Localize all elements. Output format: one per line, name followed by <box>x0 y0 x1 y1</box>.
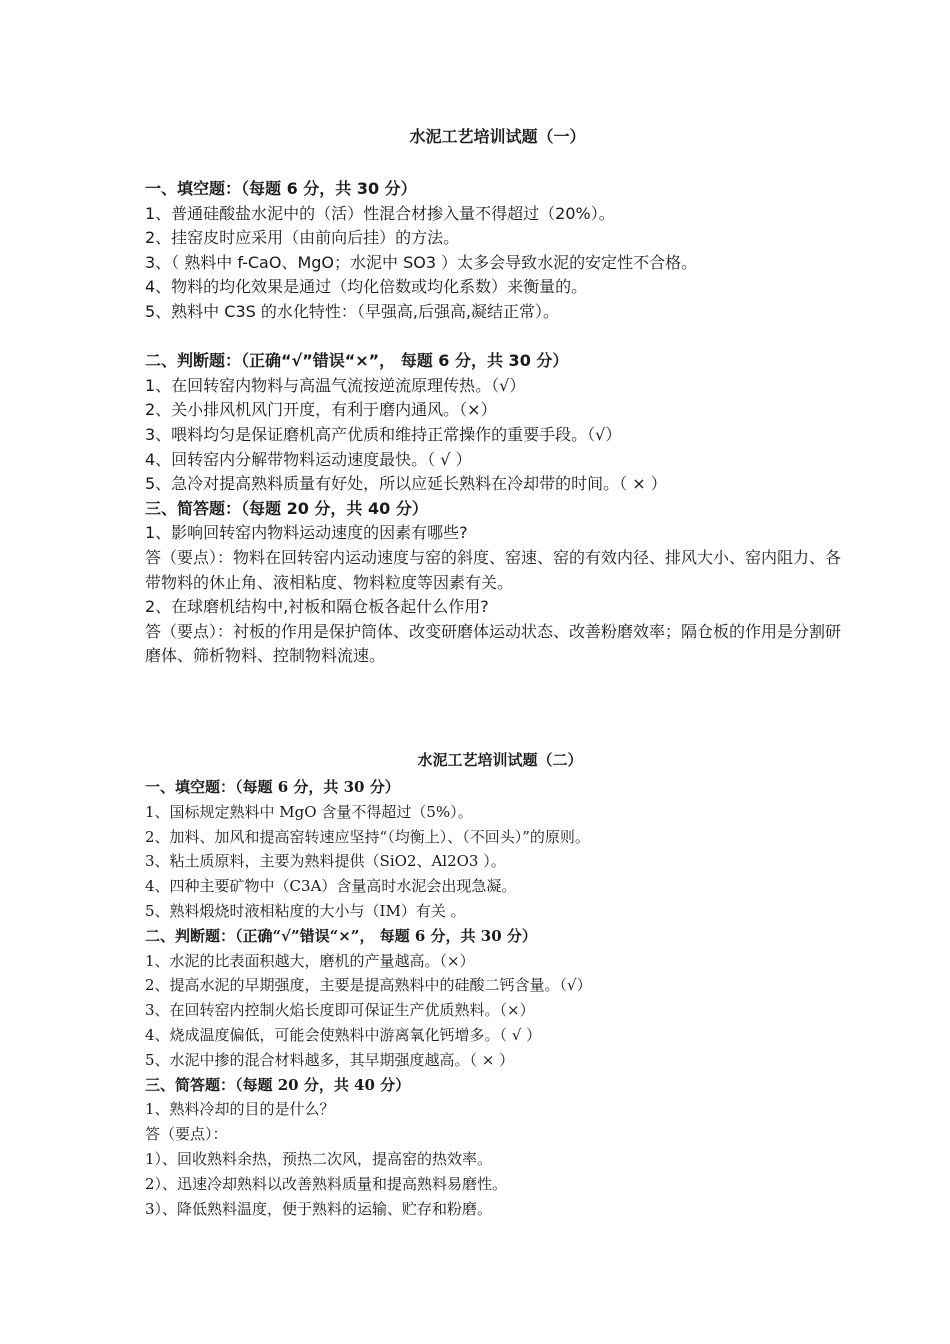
short-answer-heading: 三、简答题：（每题 20 分，共 40 分） <box>145 1075 411 1094</box>
true-false-item: 1、水泥的比表面积越大，磨机的产量越高。（×） <box>145 951 475 970</box>
true-false-heading: 二、判断题：（正确“√”错误“×”， 每题 6 分，共 30 分） <box>145 351 569 371</box>
short-answer-point: 1）、回收熟料余热，预热二次风，提高窑的热效率。 <box>145 1149 493 1168</box>
fill-blank-item: 4、物料的均化效果是通过（均化倍数或均化系数）来衡量的。 <box>145 277 588 297</box>
true-false-item: 3、在回转窑内控制火焰长度即可保证生产优质熟料。（×） <box>145 1001 535 1020</box>
short-answer-heading: 三、简答题：（每题 20 分，共 40 分） <box>145 498 428 518</box>
true-false-item: 5、水泥中掺的混合材料越多，其早期强度越高。（ × ） <box>145 1050 515 1069</box>
fill-blank-item: 3、粘土质原料，主要为熟料提供（SiO2、Al2O3 ）。 <box>145 852 506 871</box>
short-answer-point: 3）、降低熟料温度，便于熟料的运输、贮存和粉磨。 <box>145 1199 493 1218</box>
fill-blank-item: 2、加料、加风和提高窑转速应坚持“（均衡上）、（不回头）”的原则。 <box>145 827 590 846</box>
short-answer-question: 2、在球磨机结构中,衬板和隔仓板各起什么作用? <box>145 597 489 617</box>
section-spacer <box>145 325 845 350</box>
fill-blank-heading: 一、填空题：（每题 6 分，共 30 分） <box>145 179 417 198</box>
short-answer-point: 2）、迅速冷却熟料以改善熟料质量和提高熟料易磨性。 <box>145 1174 508 1193</box>
fill-blank-item: 5、熟料煅烧时液相粘度的大小与（IM）有关 。 <box>145 901 466 920</box>
fill-blank-item: 4、四种主要矿物中（C3A）含量高时水泥会出现急凝。 <box>145 877 517 896</box>
short-answer-answer: 答（要点）：物料在回转窑内运动速度与窑的斜度、窑速、窑的有效内径、排风大小、窑内阻力、各带物料的休止角、液相粘度、物料粒度等因素有关。 <box>145 547 842 592</box>
true-false-item: 2、提高水泥的早期强度，主要是提高熟料中的硅酸二钙含量。（√） <box>145 976 592 995</box>
exam-title-one: 水泥工艺培训试题（一） <box>409 127 586 146</box>
fill-blank-item: 1、普通硅酸盐水泥中的（活）性混合材掺入量不得超过（20%）。 <box>145 203 615 223</box>
exam-part-two <box>145 750 845 1221</box>
true-false-heading: 二、判断题：（正确“√”错误“×”， 每题 6 分，共 30 分） <box>145 926 537 945</box>
true-false-item: 1、在回转窑内物料与高温气流按逆流原理传热。（√） <box>145 375 526 395</box>
exam-title-two: 水泥工艺培训试题（二） <box>417 751 583 769</box>
fill-blank-heading: 一、填空题：（每题 6 分，共 30 分） <box>145 778 400 796</box>
true-false-item: 4、回转窑内分解带物料运动速度最快。（ √ ） <box>145 449 472 469</box>
short-answer-question: 1、影响回转窑内物料运动速度的因素有哪些? <box>145 523 468 543</box>
true-false-item: 2、关小排风机风门开度，有利于磨内通风。（×） <box>145 400 497 420</box>
true-false-item: 3、喂料均匀是保证磨机高产优质和维持正常操作的重要手段。（√） <box>145 424 622 444</box>
true-false-item: 5、急冷对提高熟料质量有好处，所以应延长熟料在冷却带的时间。（ × ） <box>145 474 667 494</box>
exam-part-one <box>145 126 845 669</box>
short-answer-answer: 答（要点）：衬板的作用是保护筒体、改变研磨体运动状态、改善粉磨效率；隔仓板的作用是分割研磨体、筛析物料、控制物料流速。 <box>145 621 842 666</box>
fill-blank-item: 1、国标规定熟料中 MgO 含量不得超过（5%）。 <box>145 802 473 821</box>
short-answer-label: 答（要点）： <box>145 1125 228 1144</box>
true-false-item: 4、烧成温度偏低，可能会使熟料中游离氧化钙增多。（ √ ） <box>145 1025 542 1044</box>
fill-blank-item: 3、（ 熟料中 f-CaO、MgO；水泥中 SO3 ）太多会导致水泥的安定性不合格。 <box>145 252 698 272</box>
short-answer-question: 1、熟料冷却的目的是什么？ <box>145 1100 335 1119</box>
fill-blank-item: 2、挂窑皮时应采用（由前向后挂）的方法。 <box>145 228 460 248</box>
fill-blank-item: 5、熟料中 C3S 的水化特性：（早强高,后强高,凝结正常）。 <box>145 301 560 321</box>
